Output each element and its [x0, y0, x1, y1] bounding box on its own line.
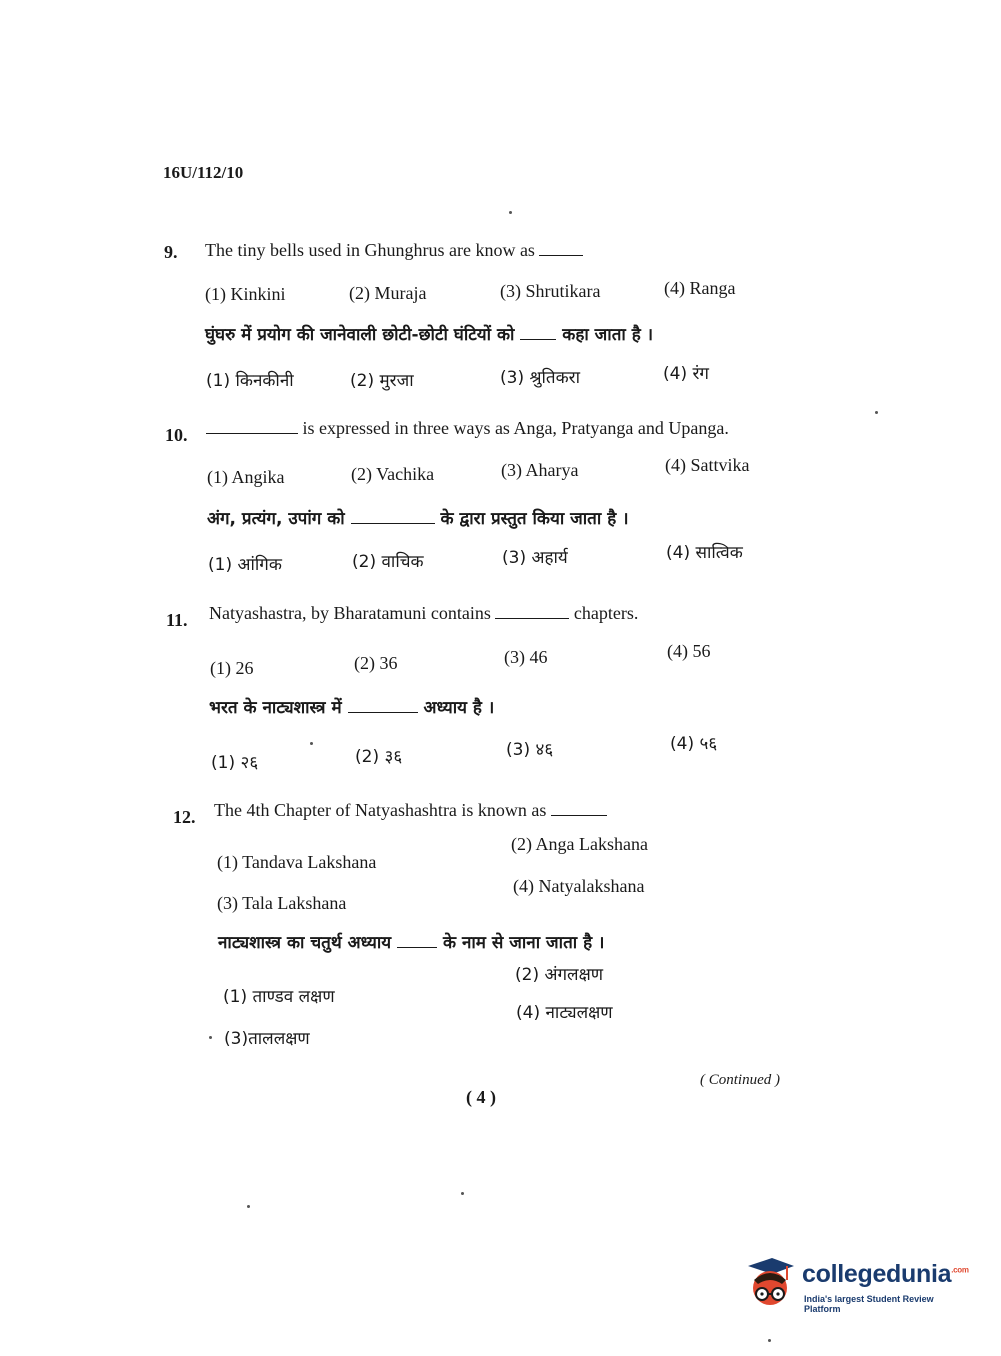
- answer-blank: [351, 522, 435, 524]
- question-text-end: chapters.: [573, 603, 639, 623]
- question-text-hi: [205, 322, 653, 345]
- option-3: (3) Tala Lakshana: [217, 893, 347, 913]
- option-1-hi: (1) ताण्डव लक्षण: [223, 987, 335, 1007]
- hindi-text-end: के द्वारा प्रस्तुत किया जाता है ।: [440, 509, 629, 529]
- logo-tagline: India's largest Student Review Platform: [804, 1294, 934, 1314]
- option-3-hi: (3) ४६: [506, 740, 554, 760]
- option-4: (4) Natyalakshana: [513, 876, 645, 896]
- scan-speck: [768, 1339, 771, 1342]
- option-1-hi: (1) २६: [211, 753, 259, 773]
- option-4-hi: (4) ५६: [670, 734, 718, 754]
- question-number: 9.: [164, 242, 178, 262]
- scan-speck: [209, 1036, 212, 1039]
- hindi-text: नाट्यशास्त्र का चतुर्थ अध्याय: [218, 933, 392, 953]
- option-3: (3) Shrutikara: [500, 281, 601, 301]
- option-3-hi: (3) श्रुतिकरा: [500, 368, 581, 388]
- option-3: (3) Aharya: [501, 460, 579, 480]
- answer-blank: [397, 946, 437, 948]
- hindi-text-end: अध्याय है ।: [423, 698, 495, 718]
- question-text-en: [206, 418, 729, 439]
- option-2: (2) 36: [354, 653, 398, 673]
- hindi-text-end: के नाम से जाना जाता है ।: [442, 933, 605, 953]
- logo-name: collegedunia: [802, 1260, 952, 1288]
- hindi-text: अंग, प्रत्यंग, उपांग को: [207, 509, 345, 529]
- scan-speck: [310, 742, 313, 745]
- option-4-hi: (4) रंग: [663, 364, 710, 384]
- option-1-hi: (1) आंगिक: [208, 555, 282, 575]
- logo-suffix: .com: [951, 1265, 969, 1275]
- option-3-hi: (3)ताललक्षण: [224, 1029, 310, 1049]
- hindi-text: भरत के नाट्यशास्त्र में: [209, 698, 342, 718]
- question-text-en: [214, 800, 607, 821]
- option-2-hi: (2) वाचिक: [352, 552, 424, 572]
- option-2-hi: (2) मुरजा: [350, 371, 414, 391]
- question-number: 10.: [165, 425, 188, 445]
- option-1: (1) Tandava Lakshana: [217, 852, 377, 872]
- mascot-icon: [742, 1256, 798, 1314]
- scan-speck: [461, 1192, 464, 1195]
- option-1: (1) 26: [210, 658, 254, 678]
- answer-blank: [495, 617, 569, 619]
- answer-blank: [206, 432, 298, 434]
- option-3: (3) 46: [504, 647, 548, 667]
- scan-speck: [509, 211, 512, 214]
- option-4-hi: (4) सात्विक: [666, 543, 743, 563]
- scan-speck: [875, 411, 878, 414]
- page-number: ( 4 ): [466, 1087, 496, 1107]
- option-4-hi: (4) नाट्यलक्षण: [516, 1003, 613, 1023]
- option-2: (2) Vachika: [351, 464, 435, 484]
- option-2-hi: (2) ३६: [355, 747, 403, 767]
- continued-label: ( Continued ): [700, 1072, 780, 1088]
- option-4: (4) Sattvika: [665, 455, 750, 475]
- question-text-hi: [209, 695, 494, 718]
- option-1: (1) Angika: [207, 467, 285, 487]
- option-4: (4) 56: [667, 641, 711, 661]
- question-text: The 4th Chapter of Natyashashtra is known as: [214, 800, 547, 820]
- answer-blank: [539, 254, 583, 256]
- question-text-en: [209, 603, 638, 624]
- option-3-hi: (3) अहार्य: [502, 548, 568, 568]
- question-text: Natyashastra, by Bharatamuni contains: [209, 603, 491, 623]
- option-2: (2) Anga Lakshana: [511, 834, 648, 854]
- hindi-text-end: कहा जाता है ।: [562, 325, 654, 345]
- question-text: The tiny bells used in Ghunghrus are know as: [205, 240, 535, 260]
- answer-blank: [520, 338, 556, 340]
- question-text-hi: [218, 930, 604, 953]
- hindi-text: घुंघरु में प्रयोग की जानेवाली छोटी-छोटी घंटियों को: [205, 325, 515, 345]
- option-2-hi: (2) अंगलक्षण: [515, 965, 604, 985]
- option-1: (1) Kinkini: [205, 284, 286, 304]
- paper-code: 16U/112/10: [163, 163, 244, 182]
- answer-blank: [551, 814, 607, 816]
- option-2: (2) Muraja: [349, 283, 427, 303]
- option-4: (4) Ranga: [664, 278, 736, 298]
- question-number: 12.: [173, 807, 196, 827]
- scan-speck: [247, 1205, 250, 1208]
- logo-wordmark: [802, 1260, 969, 1289]
- question-number: 11.: [166, 610, 188, 630]
- collegedunia-logo: [742, 1256, 972, 1316]
- option-1-hi: (1) किनकीनी: [206, 371, 294, 391]
- question-text: is expressed in three ways as Anga, Pratyanga and Upanga.: [302, 418, 729, 438]
- answer-blank: [348, 711, 418, 713]
- question-text-hi: [207, 506, 629, 529]
- question-text-en: [205, 240, 583, 261]
